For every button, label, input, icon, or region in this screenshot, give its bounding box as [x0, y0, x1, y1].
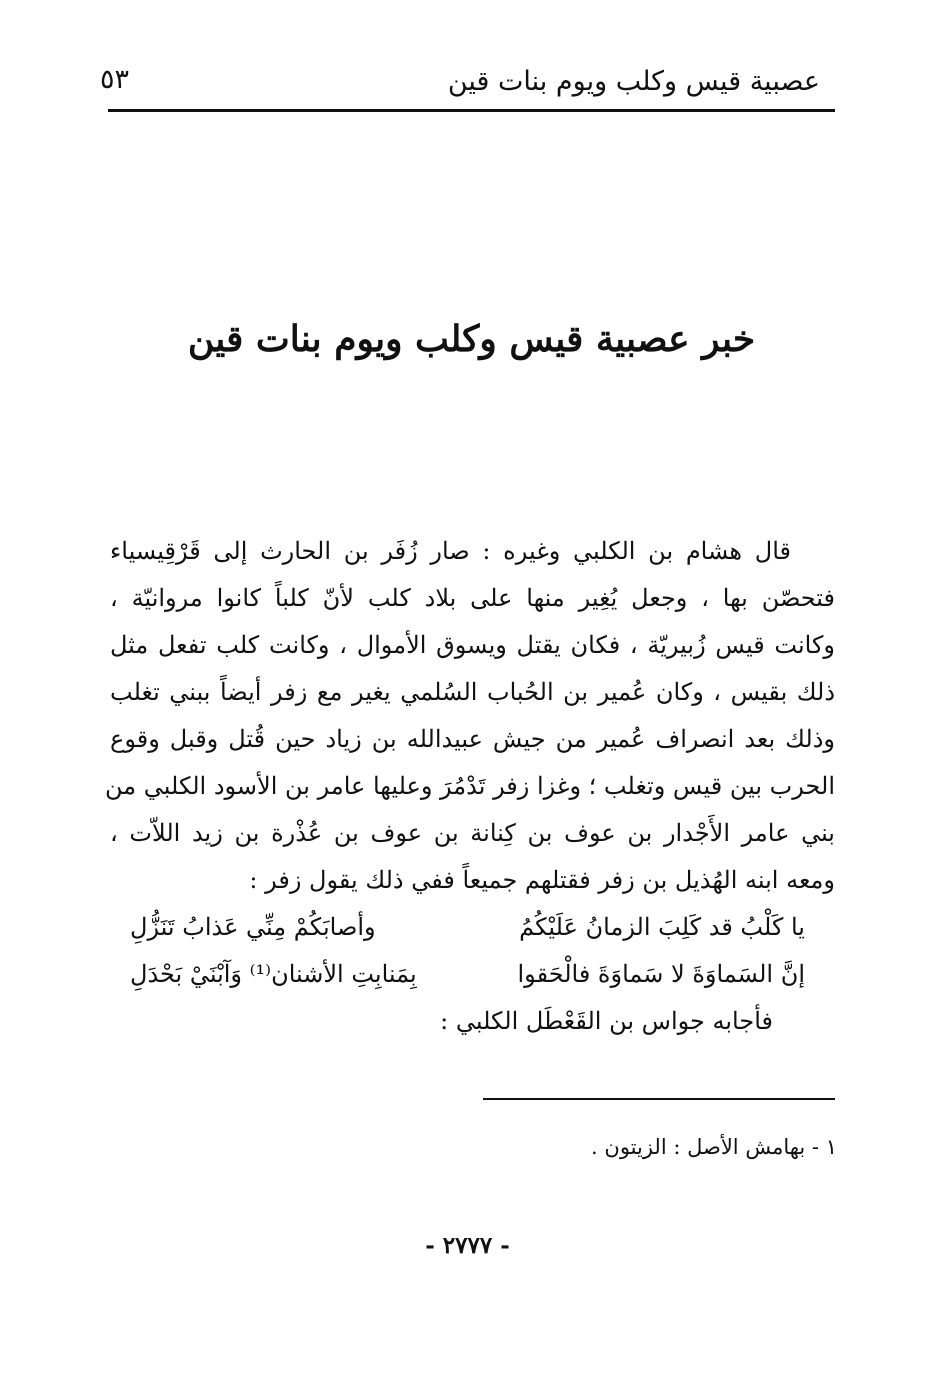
verse-first-hemistich: يا كَلْبُ قد كَلِبَ الزمانُ عَلَيْكُمُ	[519, 913, 805, 941]
footnote-rule	[483, 1098, 835, 1100]
paragraph-line: فتحصّن بها ، وجعل يُغِير منها على بلاد كلب لأنّ كلباً كانوا مروانيّة ،	[110, 584, 835, 612]
paragraph-line: الحرب بين قيس وتغلب ؛ وغزا زفر تَدْمُرَ وعليها عامر بن الأسود الكلبي من	[105, 772, 835, 800]
paragraph-line: وذلك بعد انصراف عُمير من جيش عبيدالله بن زياد حين قُتل وقبل وقوع	[110, 725, 835, 753]
paragraph-line: قال هشام بن الكلبي وغيره : صار زُفَر بن الحارث إلى قَرْقِيسياء	[110, 537, 791, 565]
paragraph-line: ومعه ابنه الهُذيل بن زفر فقتلهم جميعاً ففي ذلك يقول زفر :	[249, 866, 835, 894]
chapter-title: خبر عصبية قيس وكلب ويوم بنات قين	[187, 318, 756, 360]
closing-line: فأجابه جواس بن القَعْطَل الكلبي :	[440, 1007, 773, 1035]
footnote: ١ - بهامش الأصل : الزيتون .	[591, 1135, 837, 1159]
header-page-number: ٥٣	[100, 64, 130, 95]
header-rule	[108, 109, 835, 112]
running-title: عصبية قيس وكلب ويوم بنات قين	[447, 66, 820, 97]
verse-second-hemistich: وأصابَكُمْ مِنِّي عَذابُ تَنَزُّلِ	[130, 913, 376, 941]
page-number: - ٢٧٧٧ -	[425, 1232, 510, 1259]
paragraph-line: بني عامر الأَجْدار بن عوف بن كِنانة بن عوف بن عُذْرة بن زيد اللاّت ،	[110, 819, 835, 847]
verse-line	[110, 951, 835, 998]
paragraph-line: وكانت قيس زُبيريّة ، فكان يقتل ويسوق الأموال ، وكانت كلب تفعل مثل	[110, 631, 835, 659]
paragraph-line: ذلك بقيس ، وكان عُمير بن الحُباب السُلمي يغير مع زفر أيضاً ببني تغلب	[110, 678, 836, 706]
body-text	[105, 528, 836, 1045]
verse-line	[110, 904, 835, 951]
verse-first-hemistich: إنَّ السَماوَةَ لا سَماوَةَ فالْحَقوا	[517, 960, 805, 988]
verse-second-hemistich: بِمَنابِتِ الأشنان⁽¹⁾ وَآبْنَيْ بَحْدَلِ	[130, 960, 417, 988]
